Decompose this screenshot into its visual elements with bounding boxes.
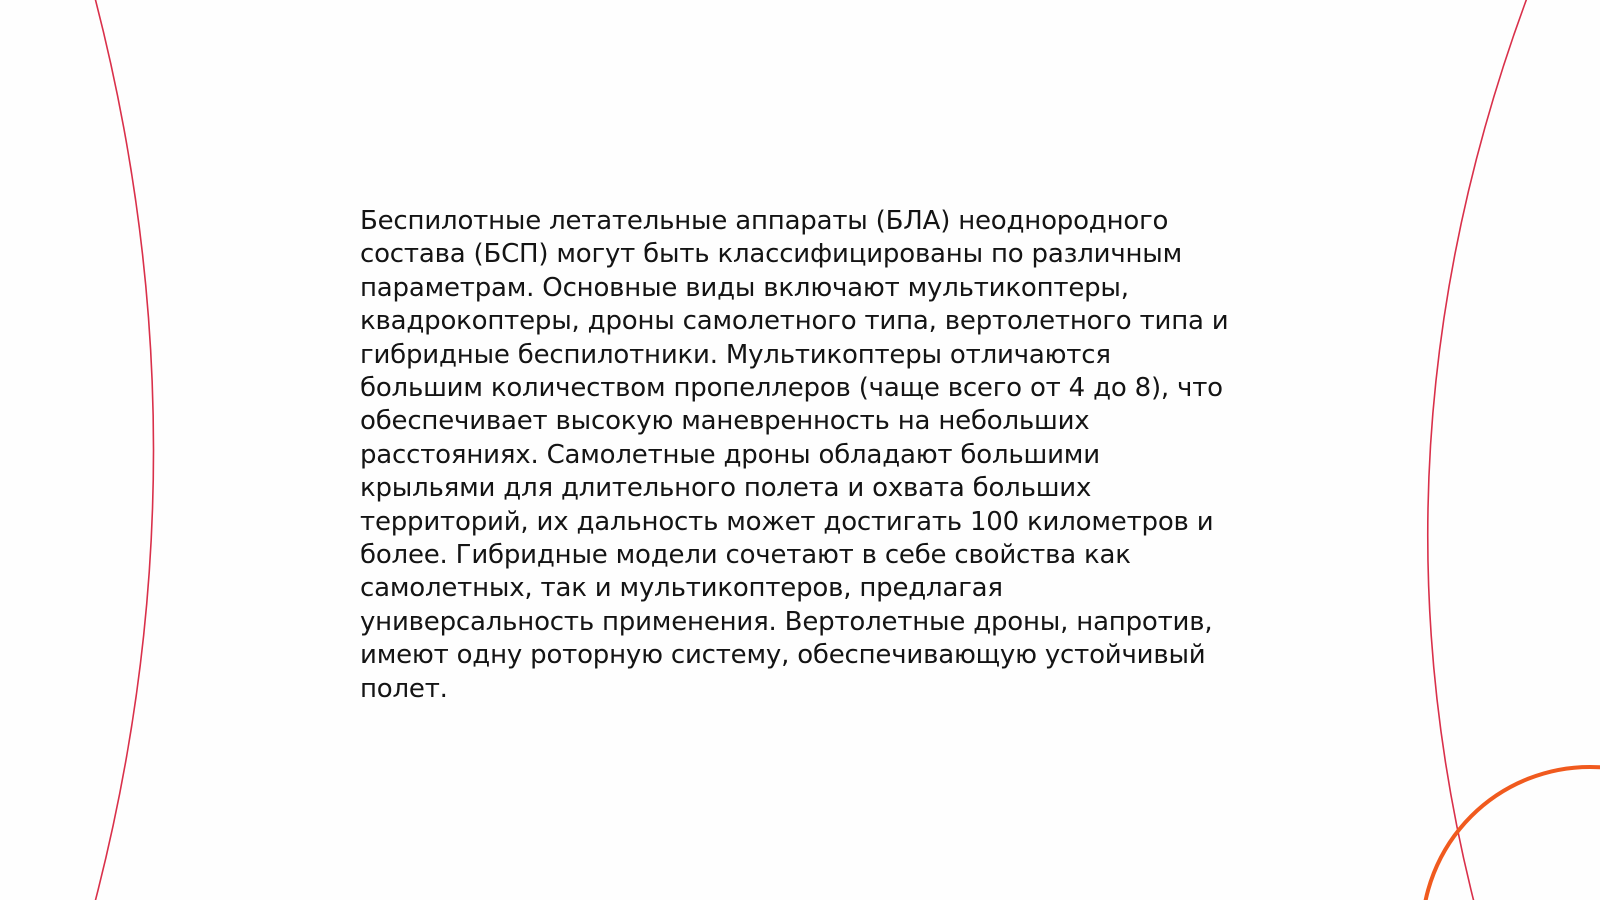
paragraph-line: расстояниях. Самолетные дроны обладают большими (360, 439, 1100, 470)
paragraph-line: большим количеством пропеллеров (чаще всего от 4 до 8), что (360, 373, 1223, 404)
paragraph-line: крыльями для длительного полета и охвата больших (360, 473, 1092, 504)
paragraph-line: гибридные беспилотники. Мультикоптеры отличаются (360, 339, 1111, 370)
paragraph-line: Беспилотные летательные аппараты (БЛА) неоднородного (360, 206, 1169, 236)
paragraph-line: более. Гибридные модели сочетают в себе свойства как (360, 540, 1131, 571)
paragraph-line: квадрокоптеры, дроны самолетного типа, вертолетного типа и (360, 306, 1229, 337)
paragraph-line: параметрам. Основные виды включают мультикоптеры, (360, 272, 1129, 303)
paragraph-line: обеспечивает высокую маневренность на небольших (360, 406, 1090, 437)
paragraph-line: универсальность применения. Вертолетные дроны, напротив, (360, 606, 1213, 637)
orange-arc (1422, 767, 1600, 900)
paragraph-line: имеют одну роторную систему, обеспечивающую устойчивый (360, 640, 1206, 671)
body-paragraph (360, 205, 1240, 706)
left-curve (95, 0, 154, 900)
paragraph-line: самолетных, так и мультикоптеров, предлагая (360, 573, 1003, 604)
paragraph-line: полет. (360, 673, 448, 704)
paragraph-line: территорий, их дальность может достигать 100 километров и (360, 506, 1214, 537)
right-curve (1428, 0, 1527, 900)
paragraph-line: состава (БСП) могут быть классифицированы по различным (360, 239, 1183, 270)
